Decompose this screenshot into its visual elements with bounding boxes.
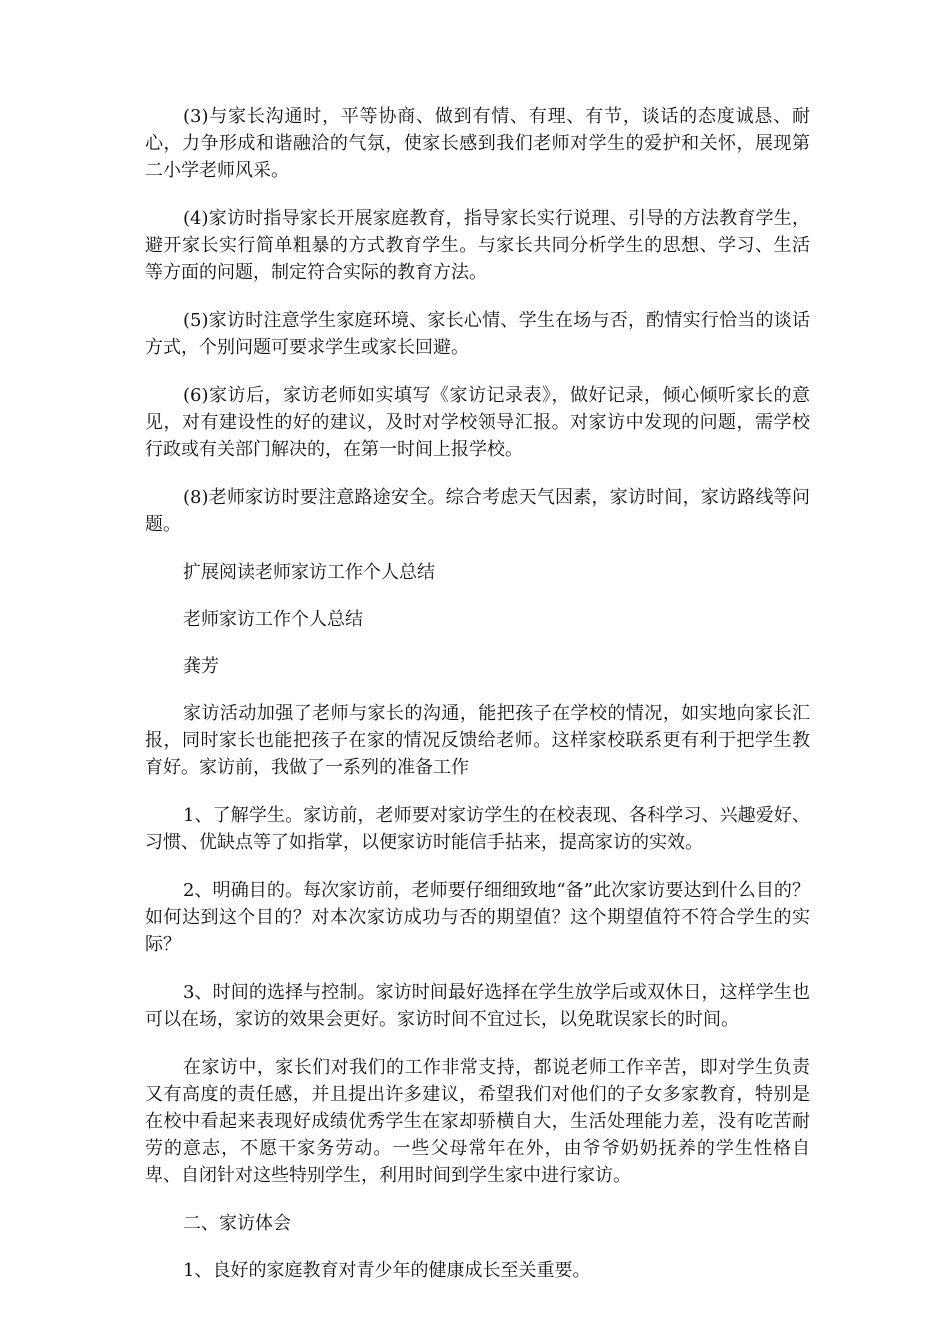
paragraph-item-4: (4)家访时指导家长开展家庭教育，指导家长实行说理、引导的方法教育学生，避开家长实行简单粗暴的方式教育学生。与家长共同分析学生的思想、学习、生活等方面的问题，制定符合实际的教育方法。 [145,208,810,283]
prep-step-2: 2、明确目的。每次家访前，老师要仔细细致地“备”此次家访要达到什么目的？如何达到这个目的？对本次家访成功与否的期望值？这个期望值符不符合学生的实际？ [145,880,810,955]
visit-paragraph: 在家访中，家长们对我们的工作非常支持，都说老师工作辛苦，即对学生负责又有高度的责任感，并且提出许多建议，希望我们对他们的子女多家教育，特别是在校中看起来表现好成绩优秀学生在家却骄横自大，生活处理能力差，没有吃苦耐劳的意志，不愿干家务劳动。一些父母常年在外，由爷爷奶奶抚养的学生性格自卑、自闭针对这些特别学生，利用时间到学生家中进行家访。 [145,1057,810,1186]
prep-step-1: 1、了解学生。家访前，老师要对家访学生的在校表现、各科学习、兴趣爱好、习惯、优缺点等了如指掌，以便家访时能信手拈来，提高家访的实效。 [145,805,810,853]
paragraph-item-8: (8)老师家访时要注意路途安全。综合考虑天气因素，家访时间，家访路线等问题。 [145,487,810,535]
paragraph-item-3: (3)与家长沟通时，平等协商、做到有情、有理、有节，谈话的态度诚恳、耐心，力争形成和谐融洽的气氛，使家长感到我们老师对学生的爱护和关怀，展现第二小学老师风采。 [145,106,810,181]
paragraph-item-6: (6)家访后，家访老师如实填写《家访记录表》，做好记录，倾心倾听家长的意见，对有建设性的好的建议，及时对学校领导汇报。对家访中发现的问题，需学校行政或有关部门解决的，在第一时间上报学校。 [145,385,810,460]
paragraph-item-5: (5)家访时注意学生家庭环境、家长心情、学生在场与否，酌情实行恰当的谈话方式，个别问题可要求学生或家长回避。 [145,310,810,358]
extended-reading-heading: 扩展阅读老师家访工作个人总结 [183,562,435,583]
prep-step-3: 3、时间的选择与控制。家访时间最好选择在学生放学后或双休日，这样学生也可以在场，家访的效果会更好。家访时间不宜过长，以免耽误家长的时间。 [145,982,810,1030]
document-body [145,103,810,1305]
reflection-item-1: 1、良好的家庭教育对青少年的健康成长至关重要。 [183,1260,591,1281]
section-heading-2: 二、家访体会 [183,1213,291,1234]
author-name: 龚芳 [183,656,219,677]
summary-title: 老师家访工作个人总结 [183,609,363,630]
intro-paragraph: 家访活动加强了老师与家长的沟通，能把孩子在学校的情况，如实地向家长汇报，同时家长也能把孩子在家的情况反馈给老师。这样家校联系更有利于把学生教育好。家访前，我做了一系列的准备工作 [145,703,810,778]
